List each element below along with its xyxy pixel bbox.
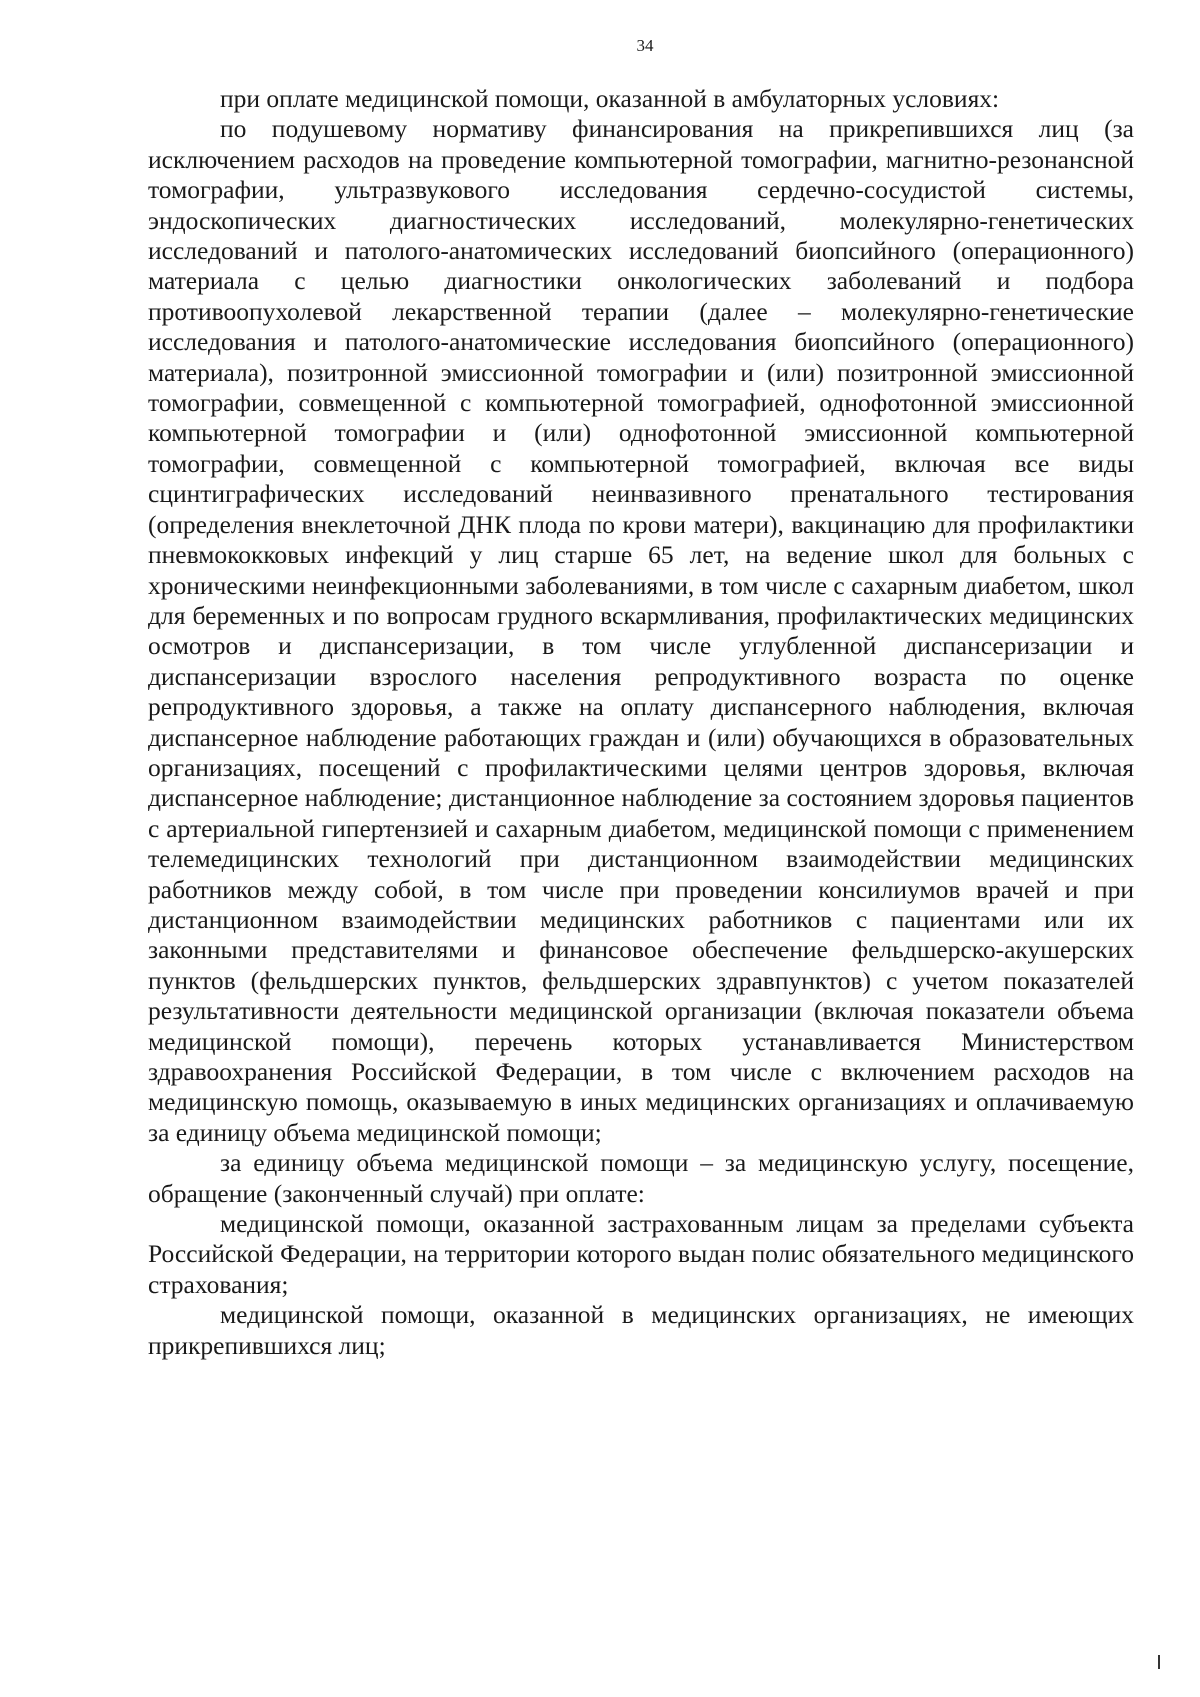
paragraph: по подушевому нормативу финансирования на прикрепившихся лиц (за исключением расходов на проведение компьютерной томографии, магнитно-резонансной томографии, ультразвукового исследования сердечно-сосудистой системы, эндоскопических диагностических исследований, молекулярно-генетических исследований и патолого-анатомических исследований биопсийного (операционного) материала с целью диагностики онкологических заболеваний и подбора противоопухолевой лекарственной терапии (далее – молекулярно-генетические исследования и патолого-анатомические исследования биопсийного (операционного) материала), позитронной эмиссионной томографии и (или) позитронной эмиссионной томографии, совмещенной с компьютерной томографией, однофотонной эмиссионной компьютерной томографии и (или) однофотонной эмиссионной компьютерной томографии, совмещенной с компьютерной томографией, включая все виды сцинтиграфических исследований неинвазивного пренатального тестирования (определения внеклеточной ДНК плода по крови матери), вакцинацию для профилактики пневмококковых инфекций у лиц старше 65 лет, на ведение школ для больных с хроническими неинфекционными заболеваниями, в том числе с сахарным диабетом, школ для беременных и по вопросам грудного вскармливания, профилактических медицинских осмотров и диспансеризации, в том числе углубленной диспансеризации и диспансеризации взрослого населения репродуктивного возраста по оценке репродуктивного здоровья, а также на оплату диспансерного наблюдения, включая диспансерное наблюдение работающих граждан и (или) обучающихся в образовательных организациях, посещений с профилактическими целями центров здоровья, включая диспансерное наблюдение; дистанционное наблюдение за состоянием здоровья пациентов с артериальной гипертензией и сахарным диабетом, медицинской помощи с применением телемедицинских технологий при дистанционном взаимодействии медицинских работников между собой, в том числе при проведении консилиумов врачей и при дистанционном взаимодействии медицинских работников с пациентами или их законными представителями и финансовое обеспечение фельдшерско-акушерских пунктов (фельдшерских пунктов, фельдшерских здравпунктов) с учетом показателей результативности деятельности медицинской организации (включая показатели объема медицинской помощи), перечень которых устанавливается Министерством здравоохранения Российской Федерации, в том числе с включением расходов на медицинскую помощь, оказываемую в иных медицинских организациях и оплачиваемую за единицу объема медицинской помощи;	[148, 114, 1134, 1147]
paragraph: медицинской помощи, оказанной застрахованным лицам за пределами субъекта Российской Федерации, на территории которого выдан полис обязательного медицинского страхования;	[148, 1209, 1134, 1299]
scan-mark	[1158, 1655, 1160, 1669]
page-number: 34	[636, 36, 654, 55]
paragraph: при оплате медицинской помощи, оказанной в амбулаторных условиях:	[220, 84, 1000, 113]
paragraph: медицинской помощи, оказанной в медицинских организациях, не имеющих прикрепившихся лиц;	[148, 1300, 1134, 1360]
document-body	[148, 84, 1134, 1361]
paragraph: за единицу объема медицинской помощи – за медицинскую услугу, посещение, обращение (законченный случай) при оплате:	[148, 1148, 1134, 1208]
